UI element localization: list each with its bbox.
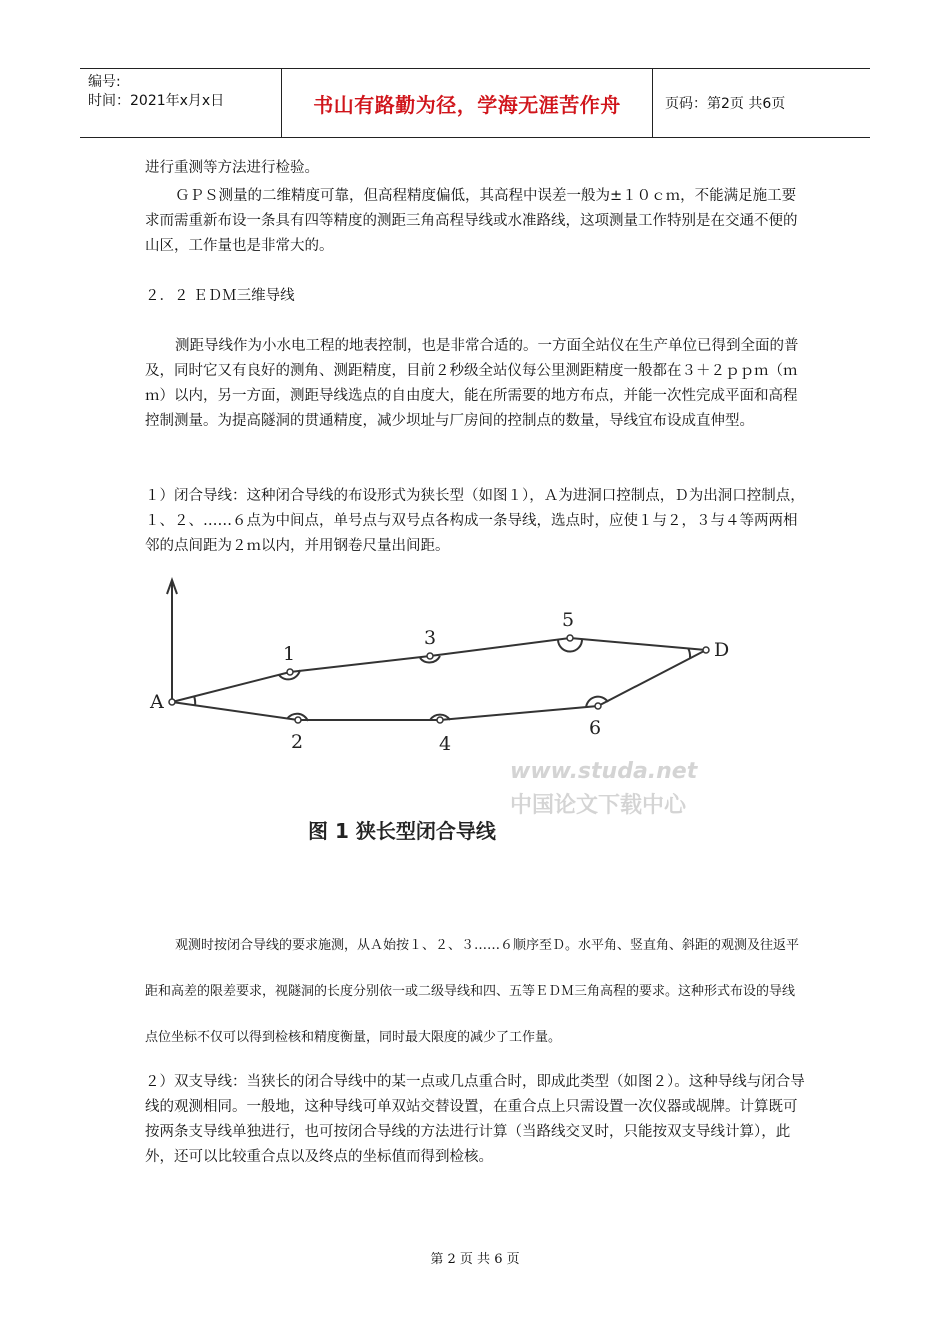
watermark-cn: 中国论文下载中心 bbox=[510, 793, 687, 818]
figure-1 bbox=[140, 570, 740, 870]
paragraph-6: ２）双支导线：当狭长的闭合导线中的某一点或几点重合时，即成此类型（如图２）。这种导线与闭合导线的观测相同。一般地，这种导线可单双站交替设置，在重合点上只需设置一次仪器或觇牌。计算既可按两条支导线单独进行，也可按闭合导线的方法进行计算（当路线交叉时，只能按双支导线计算），此外，还可以比较重合点以及终点的坐标值而得到检核。 bbox=[145, 1074, 805, 1165]
paragraph-4: １）闭合导线：这种闭合导线的布设形式为狭长型（如图１），Ａ为进洞口控制点，Ｄ为出洞口控制点，１、２、……６点为中间点，单号点与双号点各构成一条导线，选点时，应使１与２，３与４等两两相邻的点间距为２ｍ以内，并用钢卷尺量出间距。 bbox=[145, 488, 805, 554]
point-3 bbox=[427, 653, 433, 659]
paragraph-3: 测距导线作为小水电工程的地表控制，也是非常合适的。一方面全站仪在生产单位已得到全面的普及，同时它又有良好的测角、测距精度，目前２秒级全站仪每公里测距精度一般都在３＋２ｐｐｍ（ｍｍ）以内，另一方面，测距导线选点的自由度大，能在所需要的地方布点，并能一次性完成平面和高程控制测量。为提高隧洞的贯通精度，减少坝址与厂房间的控制点的数量，导线宜布设成直伸型。 bbox=[145, 338, 799, 429]
label-d: D bbox=[714, 639, 730, 661]
label-a: A bbox=[150, 691, 164, 713]
header-motto: 书山有路勤为径，学海无涯苦作舟 bbox=[282, 69, 653, 137]
angle-arc-d bbox=[688, 648, 690, 658]
section-heading: ２．２ ＥＤＭ三维导线 bbox=[145, 288, 295, 304]
time-label: 时间：2021年x月x日 bbox=[88, 93, 225, 109]
point-1 bbox=[287, 669, 293, 675]
figure-caption: 图 1 狭长型闭合导线 bbox=[308, 819, 496, 843]
traverse-even bbox=[172, 650, 706, 720]
watermark-url: www.studa.net bbox=[510, 759, 698, 784]
point-6 bbox=[595, 703, 601, 709]
number-label: 编号: bbox=[88, 74, 121, 90]
page-header bbox=[80, 68, 870, 138]
point-2 bbox=[295, 717, 301, 723]
paragraph-2: ＧＰＳ测量的二维精度可靠，但高程精度偏低，其高程中误差一般为±１０ｃｍ，不能满足施工要求而需重新布设一条具有四等精度的测距三角高程导线或水准路线，这项测量工作特别是在交通不便的山区，工作量也是非常大的。 bbox=[145, 188, 798, 254]
label-1: 1 bbox=[283, 643, 296, 665]
page-footer: 第 2 页 共 6 页 bbox=[430, 1252, 520, 1267]
label-4: 4 bbox=[439, 733, 452, 755]
point-4 bbox=[437, 717, 443, 723]
paragraph-5: 观测时按闭合导线的要求施测，从Ａ始按１、２、３……６顺序至Ｄ。水平角、竖直角、斜距的观测及往返平距和高差的限差要求，视隧洞的长度分别依一或二级导线和四、五等ＥＤＭ三角高程的要求。这种形式布设的导线点位坐标不仅可以得到检核和精度衡量，同时最大限度的减少了工作量。 bbox=[145, 938, 800, 1045]
header-meta bbox=[80, 69, 282, 137]
point-a bbox=[169, 699, 175, 705]
point-d bbox=[703, 647, 709, 653]
paragraph-1: 进行重测等方法进行检验。 bbox=[145, 160, 319, 176]
label-5: 5 bbox=[562, 609, 575, 631]
label-3: 3 bbox=[424, 627, 437, 649]
point-5 bbox=[567, 635, 573, 641]
label-6: 6 bbox=[589, 717, 602, 739]
angle-arc-a bbox=[194, 696, 195, 706]
label-2: 2 bbox=[291, 731, 304, 753]
header-page-info: 页码：第2页 共6页 bbox=[665, 96, 786, 112]
